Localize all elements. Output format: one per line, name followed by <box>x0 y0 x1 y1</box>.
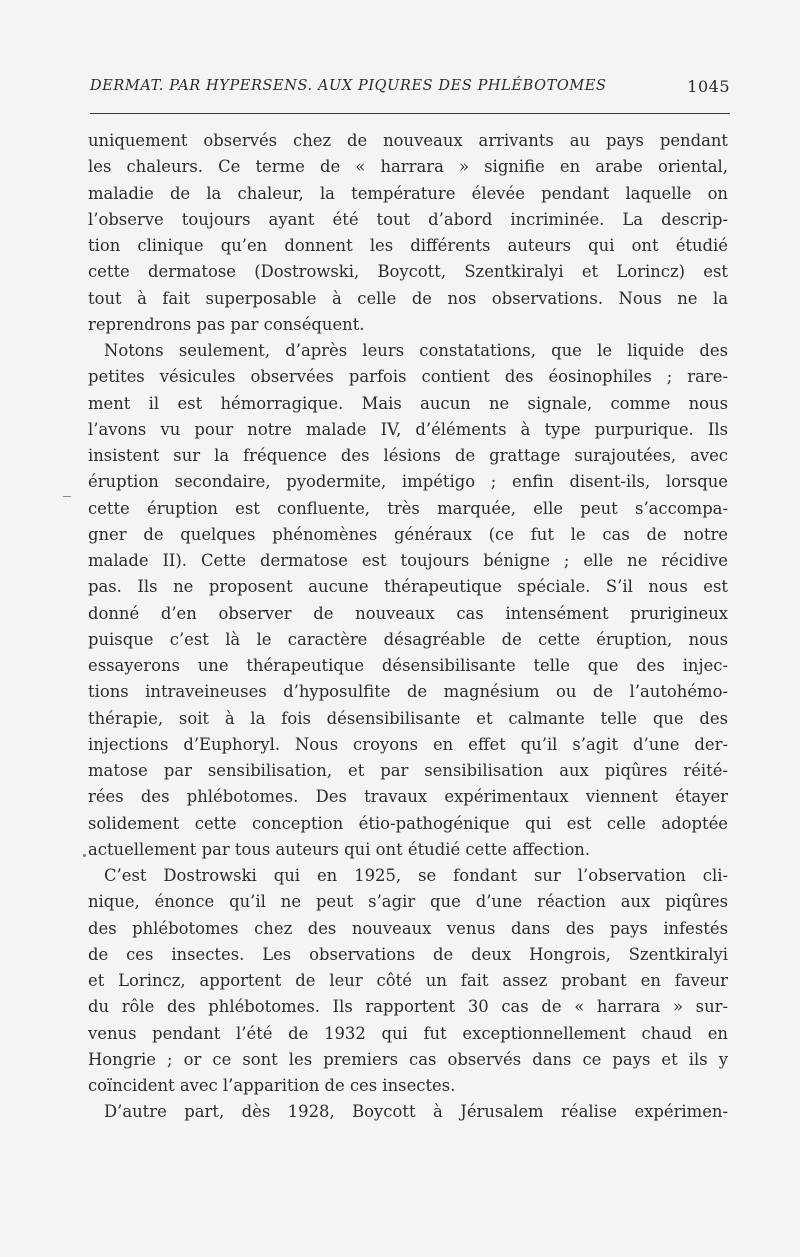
running-header <box>90 78 730 108</box>
margin-dot <box>83 854 86 857</box>
text-line: thérapie, soit à la fois désensibilisante et calmante telle que des <box>88 708 728 728</box>
text-line: uniquement observés chez de nouveaux arrivants au pays pendant <box>88 131 728 150</box>
text-line: rées des phlébotomes. Des travaux expérimentaux viennent étayer <box>88 787 728 807</box>
body-text <box>88 128 728 1126</box>
text-line: tout à fait superposable à celle de nos observations. Nous ne la <box>88 288 728 308</box>
text-line: cette dermatose (Dostrowski, Boycott, Szentkiralyi et Lorincz) est <box>88 262 728 282</box>
text-line: des phlébotomes chez des nouveaux venus dans des pays infestés <box>88 918 728 938</box>
text-line: insistent sur la fréquence des lésions de grattage surajoutées, avec <box>88 446 728 465</box>
text-line: D’autre part, dès 1928, Boycott à Jérusalem réalise expérimen- <box>104 1102 728 1122</box>
text-line: cette éruption est confluente, très marquée, elle peut s’accompa- <box>88 498 728 518</box>
text-line: C’est Dostrowski qui en 1925, se fondant sur l’observation cli- <box>104 866 728 885</box>
text-line: malade II). Cette dermatose est toujours bénigne ; elle ne récidive <box>88 551 728 570</box>
text-line: maladie de la chaleur, la température élevée pendant laquelle on <box>88 183 728 203</box>
text-line: venus pendant l’été de 1932 qui fut exceptionnellement chaud en <box>88 1023 728 1043</box>
header-rule <box>90 113 730 114</box>
margin-mark <box>63 496 71 497</box>
text-line: l’observe toujours ayant été tout d’abord incriminée. La descrip- <box>88 209 728 229</box>
text-line: éruption secondaire, pyodermite, impétigo ; enfin disent-ils, lorsque <box>88 472 728 492</box>
text-line: matose par sensibilisation, et par sensibilisation aux piqûres réité- <box>88 761 728 780</box>
text-line: tions intraveineuses d’hyposulfite de magnésium ou de l’autohémo- <box>88 682 728 702</box>
text-line: les chaleurs. Ce terme de « harrara » signifie en arabe oriental, <box>88 157 728 177</box>
text-line: essayerons une thérapeutique désensibilisante telle que des injec- <box>88 656 728 675</box>
text-line: du rôle des phlébotomes. Ils rapportent 30 cas de « harrara » sur- <box>88 997 728 1017</box>
text-line: et Lorincz, apportent de leur côté un fait assez probant en faveur <box>88 971 728 990</box>
text-line: puisque c’est là le caractère désagréable de cette éruption, nous <box>88 629 728 649</box>
text-line: injections d’Euphoryl. Nous croyons en effet qu’il s’agit d’une der- <box>88 734 728 754</box>
page-number: 1045 <box>687 77 730 96</box>
text-line: donné d’en observer de nouveaux cas intensément prurigineux <box>88 603 728 623</box>
text-line: l’avons vu pour notre malade IV, d’éléments à type purpurique. Ils <box>88 419 728 439</box>
text-line: gner de quelques phénomènes généraux (ce fut le cas de notre <box>88 524 728 544</box>
text-line: Notons seulement, d’après leurs constatations, que le liquide des <box>104 341 728 360</box>
text-line: actuellement par tous auteurs qui ont étudié cette affection. <box>88 839 591 859</box>
text-line: Hongrie ; or ce sont les premiers cas observés dans ce pays et ils y <box>88 1049 728 1069</box>
text-line: ment il est hémorragique. Mais aucun ne signale, comme nous <box>88 393 728 413</box>
text-line: solidement cette conception étio-pathogénique qui est celle adoptée <box>88 813 728 833</box>
text-line: coïncident avec l’apparition de ces insectes. <box>88 1076 456 1095</box>
running-title: DERMAT. PAR HYPERSENS. AUX PIQURES DES PHLÉBOTOMES <box>90 78 607 94</box>
text-line: reprendrons pas par conséquent. <box>88 314 365 334</box>
text-line: nique, énonce qu’il ne peut s’agir que d’une réaction aux piqûres <box>88 892 728 912</box>
text-line: de ces insectes. Les observations de deux Hongrois, Szentkiralyi <box>88 944 728 964</box>
text-line: tion clinique qu’en donnent les différents auteurs qui ont étudié <box>88 236 728 255</box>
text-line: pas. Ils ne proposent aucune thérapeutique spéciale. S’il nous est <box>88 577 728 597</box>
text-line: petites vésicules observées parfois contient des éosinophiles ; rare- <box>88 367 728 387</box>
